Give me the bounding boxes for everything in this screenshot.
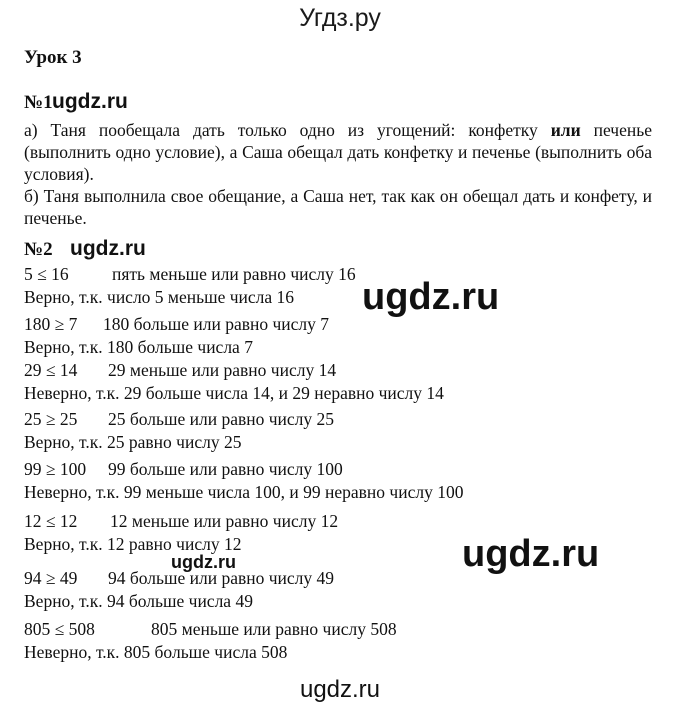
inequality: 94 ≥ 49 (24, 568, 78, 588)
task1-part-a: а) Таня пообещала дать только одно из угощений: конфетку или печенье (выполнить одно условие), а Саша обещал дать конфетку и печенье (выполнить оба условия). (24, 120, 652, 184)
task2-item-1 (24, 264, 356, 285)
task2-item-4 (24, 409, 334, 430)
task2-item-1-verdict: Верно, т.к. число 5 меньше числа 16 (24, 287, 295, 307)
inequality: 180 ≥ 7 (24, 314, 78, 334)
task2-item-5-verdict: Неверно, т.к. 99 меньше числа 100, и 99 неравно числу 100 (24, 482, 464, 502)
task2-item-8 (24, 619, 397, 640)
task1-number: №1 (24, 92, 53, 113)
watermark: ugdz.ru (462, 533, 600, 575)
lesson-title: Урок 3 (24, 47, 82, 68)
inequality-reading: 94 больше или равно числу 49 (108, 568, 335, 588)
task2-item-7-verdict: Верно, т.к. 94 больше числа 49 (24, 591, 253, 611)
task2-item-5 (24, 459, 343, 480)
inequality-reading: 29 меньше или равно числу 14 (108, 360, 337, 380)
task2-item-4-verdict: Верно, т.к. 25 равно числу 25 (24, 432, 242, 452)
task1-part-b: б) Таня выполнила свое обещание, а Саша нет, так как он обещал дать и конфету, и печенье. (24, 186, 652, 228)
watermark-footer: ugdz.ru (299, 676, 381, 703)
inequality: 5 ≤ 16 (24, 264, 69, 284)
task2-number: №2 (24, 239, 53, 260)
task2-item-2-verdict: Верно, т.к. 180 больше числа 7 (24, 337, 253, 357)
task2-item-2 (24, 314, 329, 335)
inequality-reading: 12 меньше или равно числу 12 (110, 511, 339, 531)
watermark: ugdz.ru (52, 90, 128, 113)
inequality-reading: пять меньше или равно числу 16 (112, 264, 356, 284)
inequality: 805 ≤ 508 (24, 619, 95, 639)
inequality: 99 ≥ 100 (24, 459, 87, 479)
inequality: 12 ≤ 12 (24, 511, 78, 531)
watermark: ugdz.ru (362, 276, 500, 318)
inequality-reading: 25 больше или равно числу 25 (108, 409, 335, 429)
inequality-reading: 180 больше или равно числу 7 (103, 314, 330, 334)
task2-item-7 (24, 568, 334, 589)
emphasis-word: или (550, 120, 581, 140)
inequality-reading: 99 больше или равно числу 100 (108, 459, 343, 479)
watermark: ugdz.ru (70, 237, 146, 260)
task1-text (24, 119, 652, 229)
site-title: Угдз.ру (299, 4, 381, 32)
watermark: ugdz.ru (171, 552, 236, 572)
inequality: 25 ≥ 25 (24, 409, 78, 429)
inequality: 29 ≤ 14 (24, 360, 78, 380)
task2-item-3 (24, 360, 336, 381)
task2-item-6-verdict: Верно, т.к. 12 равно числу 12 (24, 534, 242, 554)
task2-item-3-verdict: Неверно, т.к. 29 больше числа 14, и 29 неравно числу 14 (24, 383, 444, 403)
task2-item-6 (24, 511, 338, 532)
task2-item-8-verdict: Неверно, т.к. 805 больше числа 508 (24, 642, 288, 662)
inequality-reading: 805 меньше или равно числу 508 (151, 619, 397, 639)
